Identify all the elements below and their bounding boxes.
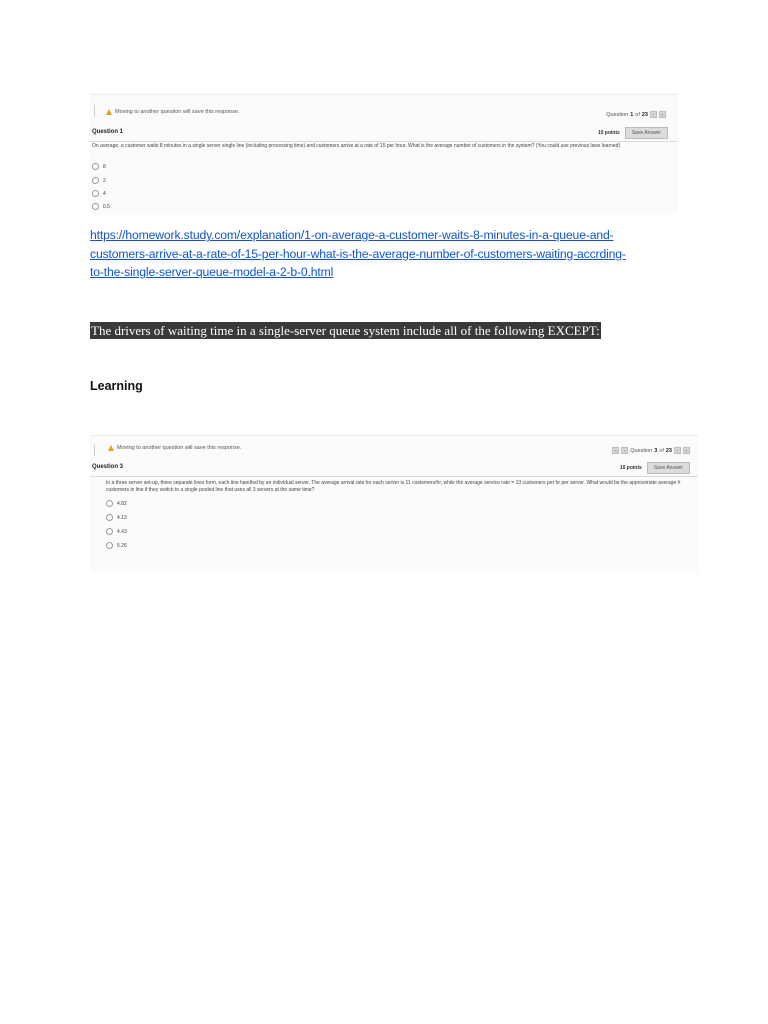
answer-option[interactable] xyxy=(106,528,127,535)
answer-option-label: 5.26 xyxy=(117,542,127,549)
answer-option[interactable] xyxy=(92,203,110,210)
answer-option[interactable] xyxy=(106,514,127,521)
answer-option-label: 2 xyxy=(103,177,106,184)
question-text: In a three server set-up, three separate lines form, each line handled by an individual server. The average arrival rate for each server is 11 customers/hr, while the average service rate = 13 customers per hr per server. What would be the approximate average # customers in line if they switch to a single pooled line that uses all 3 servers at the same time? xyxy=(106,480,681,493)
question-nav-prefix: Question xyxy=(606,111,629,118)
highlighted-question-text: The drivers of waiting time in a single-server queue system include all of the following EXCEPT: xyxy=(91,323,600,338)
save-answer-button[interactable]: Save Answer xyxy=(625,127,668,139)
radio-icon[interactable] xyxy=(92,177,99,184)
points-label: 10 points xyxy=(597,130,620,136)
points-box xyxy=(620,462,690,474)
radio-icon[interactable] xyxy=(106,528,113,535)
question-header xyxy=(90,460,698,477)
next-question-icon[interactable]: › xyxy=(674,447,681,454)
link-line[interactable]: customers-arrive-at-a-rate-of-15-per-hour-what-is-the-average-number-of-customers-waiting-accrding- xyxy=(90,246,626,261)
save-answer-button[interactable]: Save Answer xyxy=(647,462,690,474)
question-nav-of: of xyxy=(635,111,640,118)
question-nav-total: 23 xyxy=(641,111,648,118)
question-nav-prefix: Question xyxy=(630,447,653,454)
save-warning xyxy=(108,445,241,451)
answer-option[interactable] xyxy=(92,190,106,197)
radio-icon[interactable] xyxy=(92,190,99,197)
question-1-screenshot xyxy=(90,94,678,214)
points-label: 10 points xyxy=(619,465,642,471)
link-line[interactable]: https://homework.study.com/explanation/1-on-average-a-customer-waits-8-minutes-in-a-queue-and- xyxy=(90,228,614,242)
answer-option-label: 4.82 xyxy=(117,500,127,507)
question-text: On average, a customer waits 8 minutes in a single server single line (including processing time) and customers arrive at a rate of 15 per hour. What is the average number of customers in the system? (You could use previous laws learned) xyxy=(92,143,621,149)
link-line[interactable]: to-the-single-server-queue-model-a-2-b-0.html xyxy=(90,265,334,279)
warning-icon xyxy=(108,445,114,451)
save-warning xyxy=(106,109,239,115)
last-question-icon[interactable]: » xyxy=(659,111,666,118)
answer-option[interactable] xyxy=(106,500,127,507)
warning-icon xyxy=(106,109,112,115)
answer-option-label: 0.5 xyxy=(103,203,110,210)
question-nav xyxy=(606,111,666,118)
first-question-icon[interactable]: « xyxy=(612,447,619,454)
question-nav-current: 3 xyxy=(654,447,658,454)
previous-question-icon[interactable]: ‹ xyxy=(621,447,628,454)
last-question-icon[interactable]: » xyxy=(683,447,690,454)
question-nav-of: of xyxy=(659,447,664,454)
homework-study-link[interactable] xyxy=(90,226,690,282)
answer-option[interactable] xyxy=(106,542,127,549)
question-nav-current: 1 xyxy=(630,111,634,118)
save-warning-text: Moving to another question will save this response. xyxy=(115,109,240,115)
radio-icon[interactable] xyxy=(92,163,99,170)
radio-icon[interactable] xyxy=(92,203,99,210)
answer-option-label: 4.43 xyxy=(117,528,127,535)
corner-mark xyxy=(94,444,99,456)
question-3-screenshot xyxy=(90,435,698,573)
question-nav xyxy=(612,447,690,454)
question-title: Question 3 xyxy=(92,464,124,470)
answer-option-label: 4.13 xyxy=(117,514,127,521)
points-box xyxy=(598,127,668,139)
radio-icon[interactable] xyxy=(106,514,113,521)
answer-option[interactable] xyxy=(92,163,106,170)
corner-mark xyxy=(94,105,99,117)
radio-icon[interactable] xyxy=(106,500,113,507)
answer-option-label: 8 xyxy=(103,163,106,170)
radio-icon[interactable] xyxy=(106,542,113,549)
question-nav-total: 23 xyxy=(665,447,672,454)
answer-option[interactable] xyxy=(92,177,106,184)
save-warning-text: Moving to another question will save this response. xyxy=(117,445,242,451)
question-header xyxy=(90,125,678,142)
question-title: Question 1 xyxy=(92,129,124,135)
learning-heading: Learning xyxy=(90,379,143,393)
next-question-icon[interactable]: › xyxy=(650,111,657,118)
answer-option-label: 4 xyxy=(103,190,106,197)
